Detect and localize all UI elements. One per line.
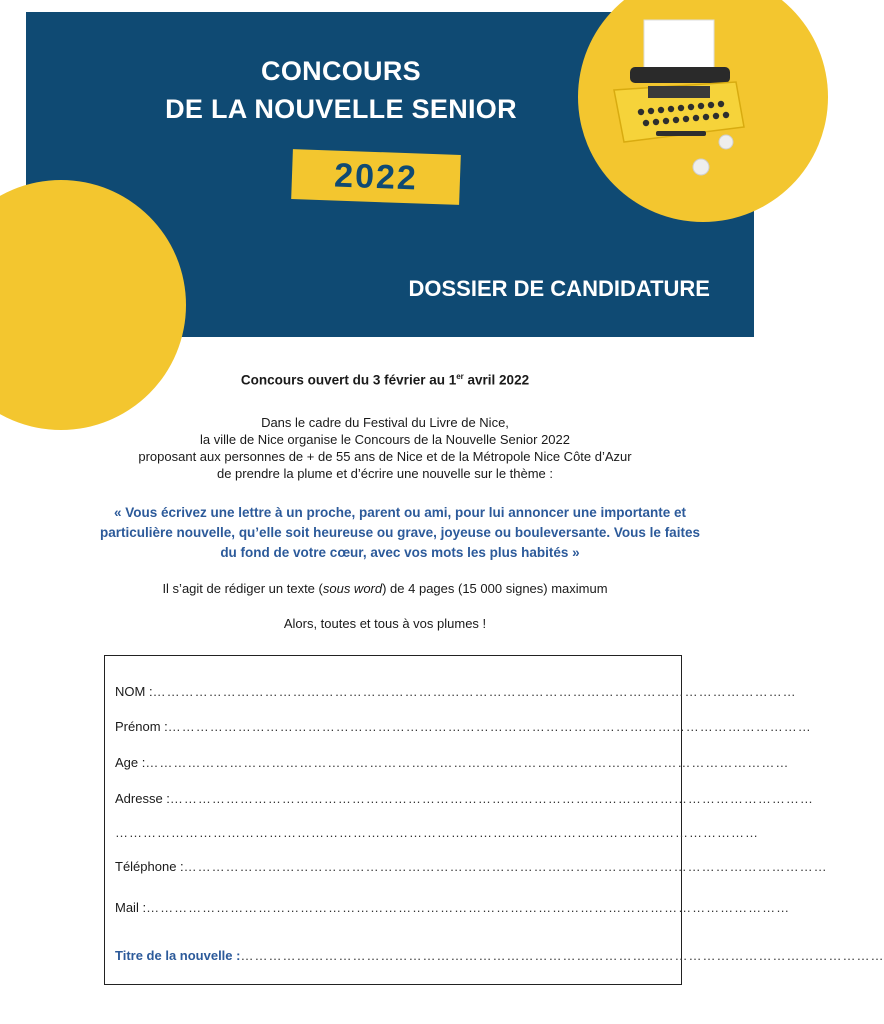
contest-theme: « Vous écrivez une lettre à un proche, parent ou ami, pour lui annoncer une importante et particulière nouvelle, qu’elle soit heureuse ou grave, joyeuse ou bouleversante. Vous le faites du fond de votre cœur, avec vos mots les plus habités » [100, 505, 700, 560]
submission-rule [0, 581, 770, 596]
telephone-label: Téléphone : [115, 859, 184, 874]
year-label: 2022 [333, 156, 419, 197]
mail-label: Mail : [115, 900, 147, 915]
banner-subtitle: DOSSIER DE CANDIDATURE [408, 276, 710, 301]
year-badge [291, 149, 461, 205]
contest-dates [0, 372, 770, 388]
titre-field[interactable] [115, 948, 884, 963]
prenom-label: Prénom : [115, 719, 168, 734]
nom-field[interactable] [115, 684, 797, 699]
contest-dates-prefix: Concours ouvert du 3 février au 1 [240, 372, 457, 388]
telephone-dots[interactable]: ………………………………………………………………………………………………………………………… [183, 859, 828, 874]
contest-dates-suffix: avril 2022 [463, 372, 530, 388]
age-field[interactable] [115, 755, 790, 770]
titre-dots[interactable]: ………………………………………………………………………………………………………………………… [240, 948, 884, 963]
adresse-dots[interactable]: ………………………………………………………………………………………………………………………… [169, 791, 814, 806]
rule-prefix: Il s’agit de rédiger un texte ( [162, 581, 323, 596]
title-line-1: CONCOURS [261, 56, 421, 86]
prenom-dots[interactable]: ………………………………………………………………………………………………………………………… [167, 719, 812, 734]
rule-italic: sous word [322, 581, 383, 596]
banner-title [126, 52, 556, 128]
intro-line: proposant aux personnes de + de 55 ans de Nice et de la Métropole Nice Côte d’Azur [138, 449, 632, 464]
mail-field[interactable] [115, 900, 791, 915]
intro-paragraph [0, 414, 770, 482]
adresse-label: Adresse : [115, 791, 170, 806]
mail-dots[interactable]: ………………………………………………………………………………………………………………………… [146, 900, 791, 915]
adresse-field[interactable] [115, 791, 814, 806]
age-label: Age : [115, 755, 146, 770]
nom-dots[interactable]: ………………………………………………………………………………………………………………………… [152, 684, 797, 699]
adresse-continued-dots[interactable]: ………………………………………………………………………………………………………………………… [115, 825, 759, 840]
typewriter-icon [586, 12, 756, 187]
age-dots[interactable]: ………………………………………………………………………………………………………………………… [145, 755, 790, 770]
header-banner [26, 12, 754, 337]
decorative-circle-left [0, 180, 186, 430]
closing-line: Alors, toutes et tous à vos plumes ! [283, 616, 487, 631]
telephone-field[interactable] [115, 859, 828, 874]
titre-label: Titre de la nouvelle : [115, 948, 241, 963]
nom-label: NOM : [115, 684, 153, 699]
intro-line: la ville de Nice organise le Concours de la Nouvelle Senior 2022 [200, 432, 570, 447]
intro-line: de prendre la plume et d’écrire une nouvelle sur le thème : [216, 466, 554, 481]
contest-dates-sup: er [456, 372, 464, 381]
intro-line: Dans le cadre du Festival du Livre de Nice, [261, 415, 509, 430]
candidate-form [104, 655, 884, 985]
prenom-field[interactable] [115, 719, 812, 734]
rule-suffix: ) de 4 pages (15 000 signes) maximum [382, 581, 608, 596]
adresse-continued-field[interactable] [115, 825, 759, 840]
title-line-2: DE LA NOUVELLE SENIOR [165, 94, 517, 124]
